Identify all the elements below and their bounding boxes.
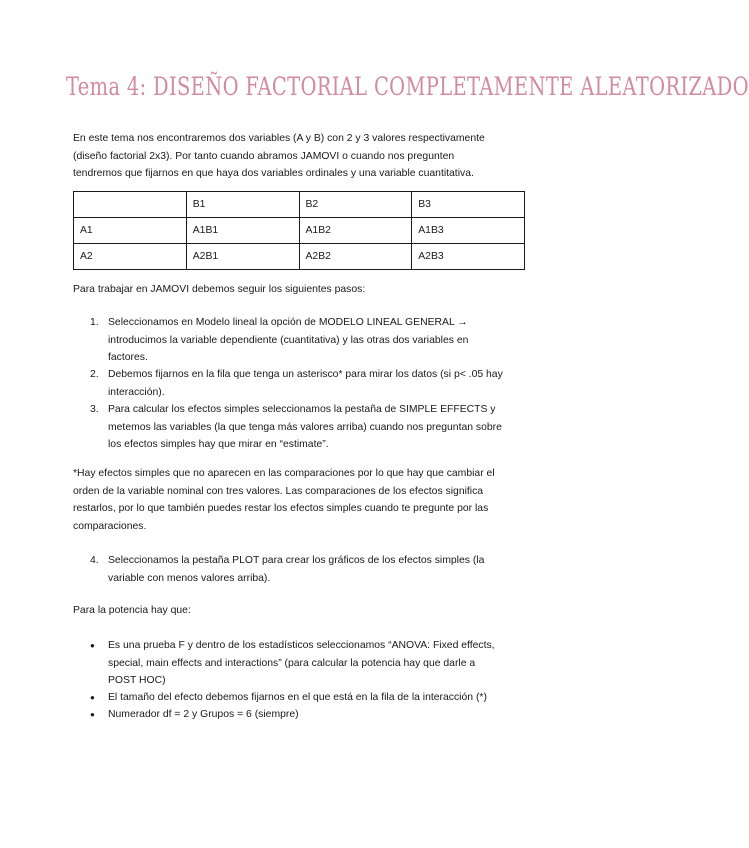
intro-line: (diseño factorial 2x3). Por tanto cuando abramos JAMOVI o cuando nos pregunten (73, 150, 455, 162)
note-line: restarlos, por lo que también puedes restar los efectos simples cuando te pregunte por las (73, 503, 489, 515)
bullet-icon: ● (90, 693, 95, 702)
list-line: factores. (108, 352, 148, 364)
list-line: Para calcular los efectos simples seleccionamos la pestaña de SIMPLE EFFECTS y (108, 404, 496, 415)
list-line: metemos las variables (la que tenga más valores arriba) cuando nos preguntan sobre (108, 421, 502, 433)
table-row (74, 244, 525, 270)
potencia-intro: Para la potencia hay que: (73, 605, 191, 616)
table-cell: A2B3 (412, 244, 525, 270)
list-marker: 2. (90, 369, 99, 380)
list-line: special, main effects and interactions” (para calcular la potencia hay que darle a (108, 657, 476, 669)
table-cell: A1B3 (412, 218, 525, 244)
bullet-icon: ● (90, 710, 95, 719)
factorial-design-table (73, 191, 525, 270)
table-cell: A1B2 (299, 218, 412, 244)
intro-paragraph (73, 130, 533, 183)
table-cell: B2 (299, 192, 412, 218)
note-paragraph (73, 465, 533, 535)
table-cell: A1B1 (186, 218, 299, 244)
bullet-icon: ● (90, 641, 95, 650)
intro-line: tendremos que fijarnos en que haya dos variables ordinales y una variable cuantitativa. (73, 168, 474, 180)
list-line: Debemos fijarnos en la fila que tenga un asterisco* para mirar los datos (si p< .05 hay (108, 369, 503, 380)
list-line: los efectos simples hay que mirar en “estimate”. (108, 439, 329, 451)
list-line: introducimos la variable dependiente (cuantitativa) y las otras dos variables en (108, 334, 469, 346)
list-line: Numerador df = 2 y Grupos = 6 (siempre) (108, 709, 299, 720)
list-line: Seleccionamos la pestaña PLOT para crear los gráficos de los efectos simples (la (108, 555, 485, 566)
table-cell: B3 (412, 192, 525, 218)
list-line: interacción). (108, 386, 165, 398)
table-row (74, 192, 525, 218)
table-cell: A2 (74, 244, 187, 270)
list-marker: 4. (90, 555, 99, 566)
table-cell: B1 (186, 192, 299, 218)
list-line: Seleccionamos en Modelo lineal la opción de MODELO LINEAL GENERAL → (108, 317, 468, 328)
note-line: orden de la variable nominal con tres valores. Las comparaciones de los efectos significa (73, 485, 484, 497)
table-cell: A2B1 (186, 244, 299, 270)
table-cell (74, 192, 187, 218)
table-row (74, 218, 525, 244)
list-line: El tamaño del efecto debemos fijarnos en el que está en la fila de la interacción (*) (108, 692, 487, 703)
list-marker: 3. (90, 404, 99, 415)
note-line: *Hay efectos simples que no aparecen en las comparaciones por lo que hay que cambiar el (73, 468, 495, 479)
note-line: comparaciones. (73, 520, 147, 532)
list-line: Es una prueba F y dentro de los estadísticos seleccionamos “ANOVA: Fixed effects, (108, 640, 495, 651)
list-line: POST HOC) (108, 675, 166, 687)
list-line: variable con menos valores arriba). (108, 572, 271, 584)
table-cell: A1 (74, 218, 187, 244)
steps-intro: Para trabajar en JAMOVI debemos seguir los siguientes pasos: (73, 284, 366, 295)
intro-line: En este tema nos encontraremos dos variables (A y B) con 2 y 3 valores respectivamente (73, 133, 485, 144)
list-marker: 1. (90, 317, 99, 328)
table-cell: A2B2 (299, 244, 412, 270)
page-title: Tema 4: DISEÑO FACTORIAL COMPLETAMENTE ALEATORIZADO (66, 72, 749, 101)
